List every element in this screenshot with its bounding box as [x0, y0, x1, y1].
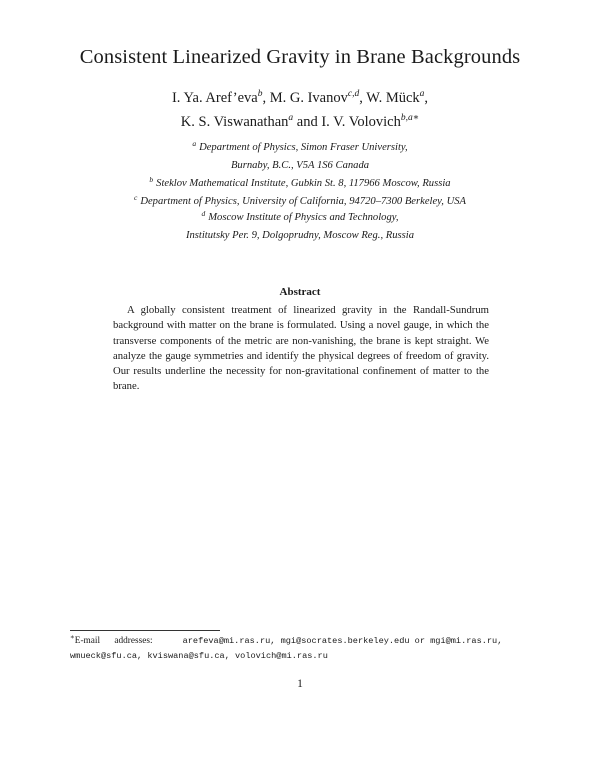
- author-affiliation-mark: b: [257, 89, 263, 99]
- affiliation-line: [0, 209, 600, 223]
- page-number: 1: [297, 678, 303, 690]
- author-affiliation-mark: a: [419, 89, 425, 99]
- affiliation-text: Institutsky Per. 9, Dolgoprudny, Moscow Reg., Russia: [185, 230, 415, 241]
- affiliation-mark: c: [133, 193, 138, 202]
- author-separator: ,: [359, 90, 367, 106]
- affiliation-line: [0, 160, 600, 171]
- authors-line-2: [0, 114, 600, 131]
- affiliation-text: Department of Physics, University of California, 94720–7300 Berkeley, USA: [140, 196, 467, 207]
- footnote-rule: [70, 630, 220, 631]
- abstract-body: A globally consistent treatment of linearized gravity in the Randall-Sundrum background with matter on the brane is formulated. Using a novel gauge, in which the transverse components of the metric are non-vanishing, the brane is kept straight. We analyze the gauge symmetries and identify the physical degrees of freedom of gravity. Our results underline the necessity for non-gravitational confinement of matter to the brane.: [113, 304, 489, 393]
- affiliation-line: [0, 193, 600, 207]
- footnote-emails: arefeva@mi.ras.ru, mgi@socrates.berkeley.edu or mgi@mi.ras.ru,: [182, 636, 503, 646]
- author-affiliation-mark: a: [288, 113, 294, 123]
- abstract-heading: Abstract: [279, 286, 321, 298]
- affiliation-mark: b: [149, 175, 154, 184]
- affiliation-text: Department of Physics, Simon Fraser University,: [199, 142, 408, 153]
- footnote-line-2: [70, 649, 540, 664]
- author-separator: ,: [424, 90, 429, 106]
- affiliation-mark: d: [201, 209, 206, 218]
- author-name: W. Mück: [366, 90, 420, 106]
- footnote-emails: wmueck@sfu.ca, kviswana@sfu.ca, volovich@mi.ras.ru: [70, 651, 328, 661]
- author-separator: ,: [262, 90, 270, 106]
- authors-line-1: [0, 90, 600, 107]
- author-separator: and: [293, 114, 322, 130]
- footnote-line-1: [70, 634, 540, 649]
- author-name: M. G. Ivanov: [269, 90, 348, 106]
- footnote-mark: ∗: [70, 633, 75, 641]
- affiliation-text: Moscow Institute of Physics and Technology,: [208, 212, 399, 223]
- affiliation-line: [0, 139, 600, 153]
- author-name: K. S. Viswanathan: [180, 114, 289, 130]
- author-affiliation-mark: b,a∗: [400, 113, 420, 123]
- paper-title: Consistent Linearized Gravity in Brane Backgrounds: [79, 46, 521, 68]
- author-affiliation-mark: c,d: [347, 89, 360, 99]
- affiliation-mark: a: [192, 139, 197, 148]
- affiliation-text: Steklov Mathematical Institute, Gubkin St. 8, 117966 Moscow, Russia: [156, 178, 451, 189]
- affiliation-text: Burnaby, B.C., V5A 1S6 Canada: [230, 160, 370, 171]
- affiliation-line: [0, 175, 600, 189]
- footnote-label: E-mail addresses:: [74, 636, 153, 646]
- author-name: I. V. Volovich: [321, 114, 401, 130]
- affiliation-line: [0, 230, 600, 241]
- author-name: I. Ya. Aref’eva: [171, 90, 258, 106]
